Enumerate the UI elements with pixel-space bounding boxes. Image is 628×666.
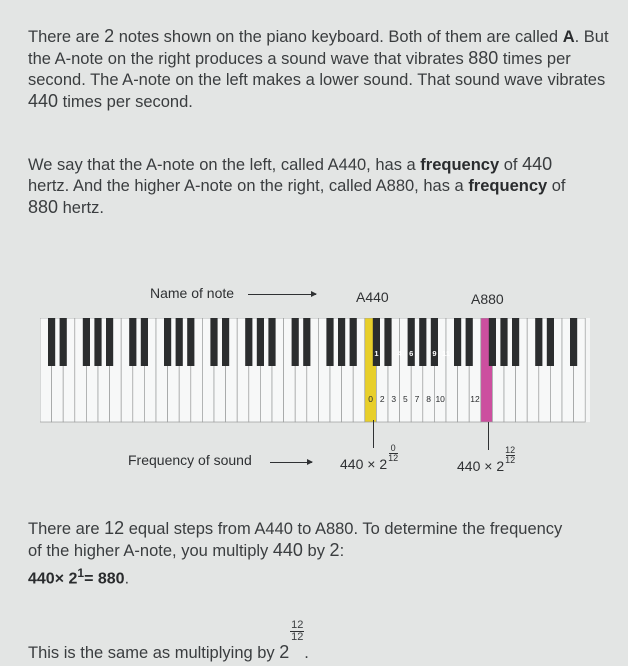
text: : <box>339 542 345 560</box>
text: There are <box>28 520 105 538</box>
black-key <box>431 318 438 366</box>
black-key <box>222 318 229 366</box>
text: This is the same as multiplying by <box>28 644 280 662</box>
formula-base: 440 × 2 <box>340 456 388 472</box>
text: times per second. <box>58 93 193 111</box>
white-key-number: 2 <box>379 394 385 404</box>
text: notes shown on the piano keyboard. Both of them are called <box>114 28 563 46</box>
black-key <box>350 318 357 366</box>
eq-base: 440× 2 <box>28 570 78 588</box>
black-key-number: 1 <box>374 349 379 358</box>
text: There are <box>28 28 105 46</box>
white-key-number: 10 <box>435 394 445 404</box>
piano-keyboard <box>40 318 590 423</box>
black-key-number: 11 <box>442 349 450 358</box>
number-880: 880 <box>28 197 59 217</box>
black-key <box>48 318 55 366</box>
text: by <box>302 542 330 560</box>
text: equal steps from A440 to A880. To determine the frequency of the higher A-note, you multiply <box>28 520 563 560</box>
text: of <box>499 156 523 174</box>
fraction-num: 12 <box>291 619 304 631</box>
black-key <box>419 318 426 366</box>
text: hertz. <box>58 199 104 217</box>
paragraph-notes-intro <box>28 26 613 113</box>
black-key <box>547 318 554 366</box>
number-2: 2 <box>329 540 340 560</box>
pointer-line-left <box>373 420 374 448</box>
number-440: 440 <box>28 91 59 111</box>
black-key <box>94 318 101 366</box>
formula-right <box>457 445 516 477</box>
white-key-number: 3 <box>391 394 397 404</box>
fraction-exponent <box>388 444 398 463</box>
black-key <box>326 318 333 366</box>
fraction-den: 12 <box>291 631 304 643</box>
equation-440-times-2 <box>28 566 129 588</box>
eq-dot: . <box>124 570 130 588</box>
black-key <box>373 318 380 366</box>
white-key-number: 0 <box>368 394 373 404</box>
fraction-exponent <box>290 620 304 643</box>
fraction-num: 12 <box>505 445 516 455</box>
text: of <box>547 177 566 195</box>
frequency-bold: frequency <box>468 177 548 195</box>
black-key <box>129 318 136 366</box>
black-key <box>489 318 496 366</box>
number-440: 440 <box>522 154 553 174</box>
white-key-number: 7 <box>414 394 420 404</box>
black-key <box>83 318 90 366</box>
note-a-bold: A <box>562 28 575 46</box>
text: . But the A-note on the right produces a sound wave that vibrates <box>28 28 609 68</box>
fraction-num: 0 <box>390 443 396 453</box>
black-key <box>60 318 67 366</box>
number-12: 12 <box>104 518 125 538</box>
text: times per second. The A-note on the left makes a lower sound. That sound wave vibrates <box>28 50 606 89</box>
black-key <box>303 318 310 366</box>
black-key <box>257 318 264 366</box>
black-key <box>570 318 577 366</box>
white-key-number: 8 <box>426 394 431 404</box>
black-key <box>187 318 194 366</box>
number-2: 2 <box>104 26 115 46</box>
name-of-note-label: Name of note <box>150 285 235 301</box>
end-dot: . <box>304 644 309 662</box>
black-key <box>176 318 183 366</box>
paragraph-steps <box>28 518 568 562</box>
black-key <box>292 318 299 366</box>
name-arrow <box>248 294 316 295</box>
black-key <box>384 318 391 366</box>
black-key <box>338 318 345 366</box>
paragraph-frequency <box>28 154 588 219</box>
pointer-line-right <box>488 422 489 450</box>
frequency-bold: frequency <box>420 156 500 174</box>
frequency-arrow <box>270 462 312 463</box>
formula-left <box>340 443 399 475</box>
white-key-number: 12 <box>470 394 480 404</box>
formula-base: 440 × 2 <box>457 458 505 474</box>
black-key <box>454 318 461 366</box>
text: hertz. And the higher A-note on the right, called A880, has a <box>28 177 469 195</box>
black-key <box>210 318 217 366</box>
black-key-number: 4 <box>397 349 402 358</box>
black-key <box>500 318 507 366</box>
fraction-den: 12 <box>388 453 399 463</box>
black-key <box>535 318 542 366</box>
eq-result: = 880 <box>84 570 125 588</box>
text: We say that the A-note on the left, called A440, has a <box>28 156 421 174</box>
black-key <box>164 318 171 366</box>
number-440: 440 <box>272 540 303 560</box>
note-a440-label: A440 <box>356 289 389 305</box>
black-key <box>512 318 519 366</box>
black-key-number: 6 <box>409 349 414 358</box>
white-key-number: 5 <box>403 394 408 404</box>
paragraph-same-as <box>28 619 309 665</box>
base-2: 2 <box>279 642 290 662</box>
black-key <box>408 318 415 366</box>
black-key <box>106 318 113 366</box>
eq-exponent: 1 <box>77 566 85 580</box>
frequency-of-sound-label: Frequency of sound <box>128 452 252 468</box>
black-key <box>141 318 148 366</box>
note-a880-label: A880 <box>471 291 504 307</box>
number-880: 880 <box>468 48 499 68</box>
fraction-den: 12 <box>505 455 516 465</box>
black-key <box>466 318 473 366</box>
fraction-exponent <box>505 446 515 465</box>
black-key-number: 9 <box>432 349 437 358</box>
black-key <box>268 318 275 366</box>
black-key <box>245 318 252 366</box>
